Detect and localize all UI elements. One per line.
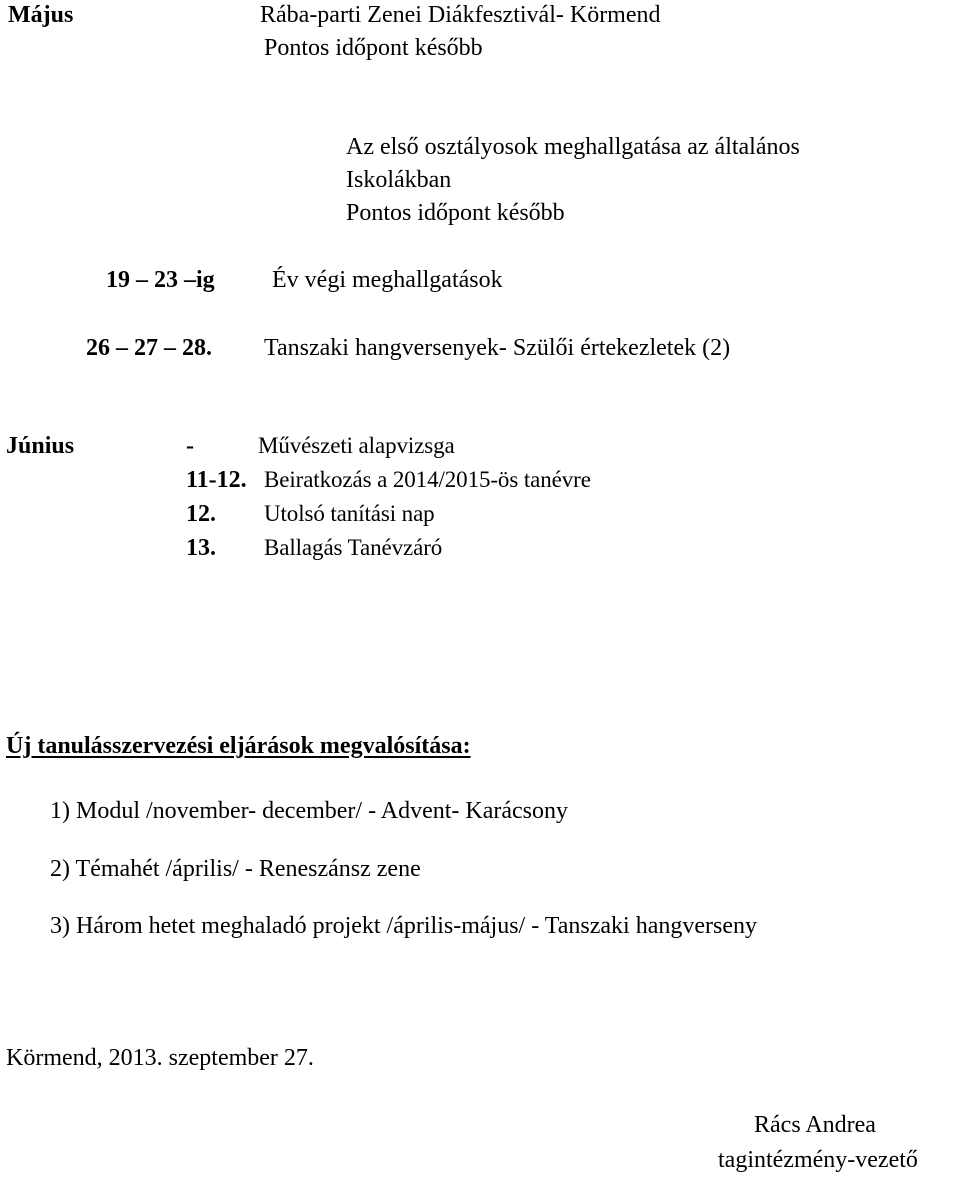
signer-name: Rács Andrea [754, 1112, 876, 1138]
signer-title: tagintézmény-vezető [718, 1147, 918, 1173]
june-item-date: - [186, 433, 194, 459]
place-and-date: Körmend, 2013. szeptember 27. [6, 1045, 314, 1071]
method-list-item: 1) Modul /november- december/ - Advent- Karácsony [50, 798, 569, 824]
june-item-date: 12. [186, 501, 216, 527]
june-item-date: 13. [186, 535, 216, 561]
first-grade-audition-line2: Iskolákban [346, 167, 452, 193]
festival-time-note: Pontos időpont később [264, 35, 483, 61]
event-text: Év végi meghallgatások [272, 267, 503, 293]
event-text: Tanszaki hangversenyek- Szülői értekezletek (2) [264, 335, 731, 361]
june-month-label: Június [6, 433, 75, 459]
june-item-date: 11-12. [186, 467, 247, 493]
event-date: 19 – 23 –ig [106, 267, 215, 293]
june-item-text: Utolsó tanítási nap [264, 501, 435, 526]
method-list-item: 3) Három hetet meghaladó projekt /április-május/ - Tanszaki hangverseny [50, 913, 757, 939]
first-grade-audition-line1: Az első osztályosok meghallgatása az általános [346, 134, 800, 160]
june-item-text: Művészeti alapvizsga [258, 433, 455, 458]
new-methods-heading: Új tanulásszervezési eljárások megvalósítása: [6, 733, 471, 759]
event-date: 26 – 27 – 28. [86, 335, 212, 361]
june-item-text: Beiratkozás a 2014/2015-ös tanévre [264, 467, 591, 492]
june-item-text: Ballagás Tanévzáró [264, 535, 443, 560]
may-month-label: Május [8, 2, 74, 28]
method-list-item: 2) Témahét /április/ - Reneszánsz zene [50, 856, 421, 882]
first-grade-audition-time: Pontos időpont később [346, 200, 565, 226]
festival-title: Rába-parti Zenei Diákfesztivál- Körmend [260, 2, 661, 28]
